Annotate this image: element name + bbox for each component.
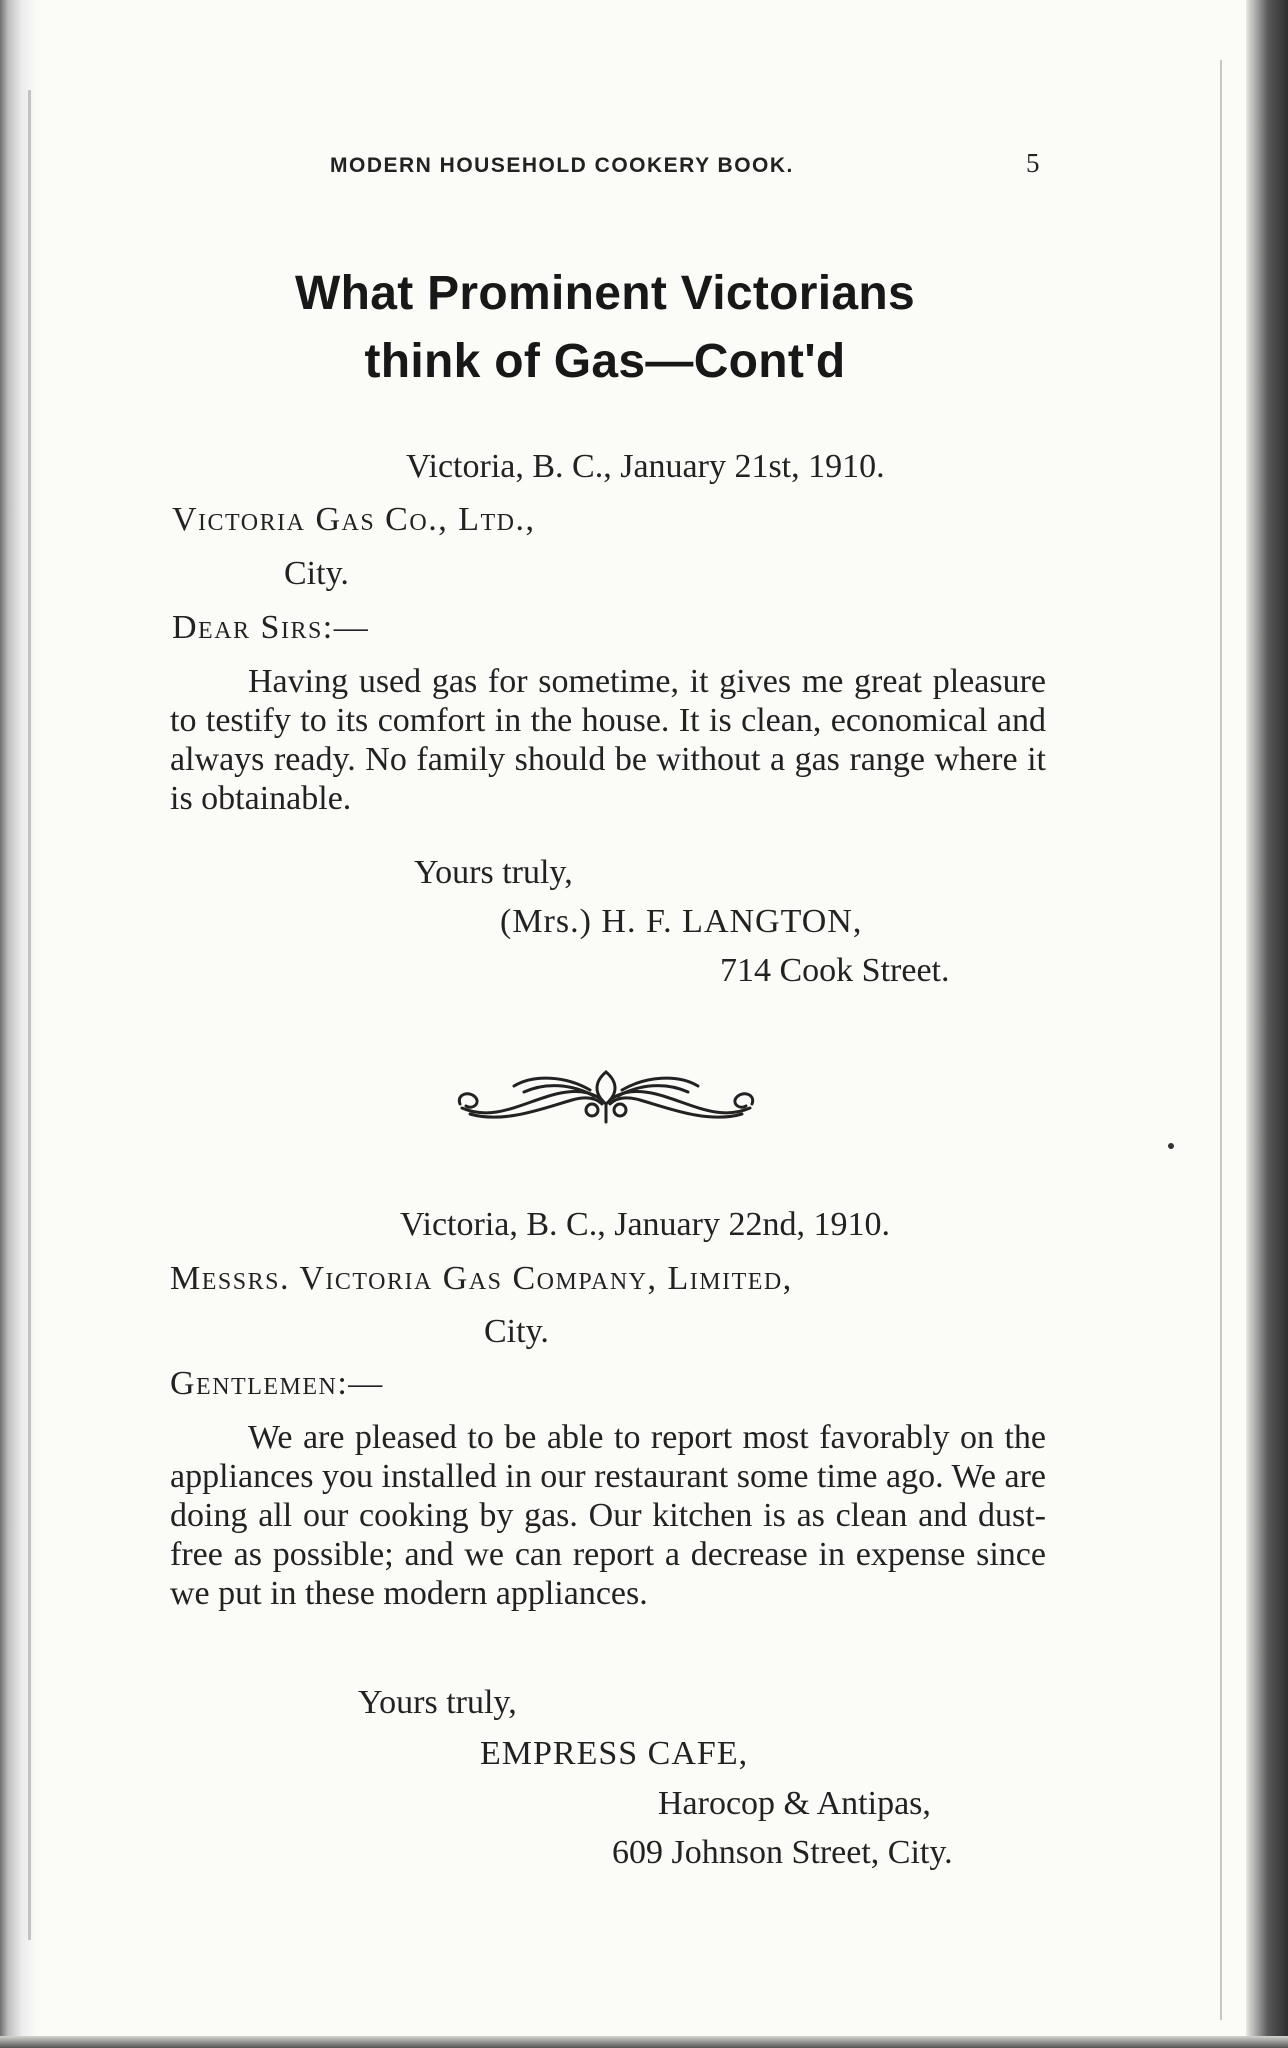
page-number: 5 [1026,148,1040,178]
page-right-edge [1246,0,1288,2048]
letter1-addressee: Victoria Gas Co., Ltd., [172,501,536,538]
letter1-city: City. [284,555,349,592]
letter2-addressee: Messrs. Victoria Gas Company, Limited, [170,1260,793,1297]
decorative-flourish-ornament [454,1064,758,1128]
letter1-signature: (Mrs.) H. F. LANGTON, [500,903,863,940]
letter1-salutation: Dear Sirs:— [172,609,370,646]
letter1-body: Having used gas for sometime, it gives me great pleasure to testify to its comfort in the house. It is clean, economical and always ready. No family should be without a gas range where it is obtainable. [170,663,1046,817]
print-speck [1168,1143,1174,1149]
page-edge-line [1220,60,1222,2020]
letter2-proprietors: Harocop & Antipas, [658,1785,931,1822]
letter1-date: Victoria, B. C., January 21st, 1910. [406,448,885,485]
page-bottom-edge [0,2036,1288,2048]
letter2-address: 609 Johnson Street, City. [612,1834,953,1871]
letter1-closing: Yours truly, [414,854,573,891]
page-left-edge [0,0,38,2048]
letter1-address: 714 Cook Street. [720,952,950,989]
letter2-salutation: Gentlemen:— [170,1365,384,1402]
page-title-line-2: think of Gas—Cont'd [364,335,846,388]
page-gutter-line [28,90,31,1940]
letter2-signature: EMPRESS CAFE, [480,1735,749,1772]
page-title-line-1: What Prominent Victorians [294,267,916,320]
letter2-body: We are pleased to be able to report most favorably on the appliances you installed in our restaurant some time ago. We are doing all our cooking by gas. Our kitchen is as clean and dust-free as possible; and we can report a decrease in expense since we put in these modern appliances. [170,1419,1046,1612]
running-head: MODERN HOUSEHOLD COOKERY BOOK. [330,154,794,177]
letter2-closing: Yours truly, [358,1684,517,1721]
letter2-date: Victoria, B. C., January 22nd, 1910. [400,1206,890,1243]
letter2-city: City. [484,1313,549,1350]
